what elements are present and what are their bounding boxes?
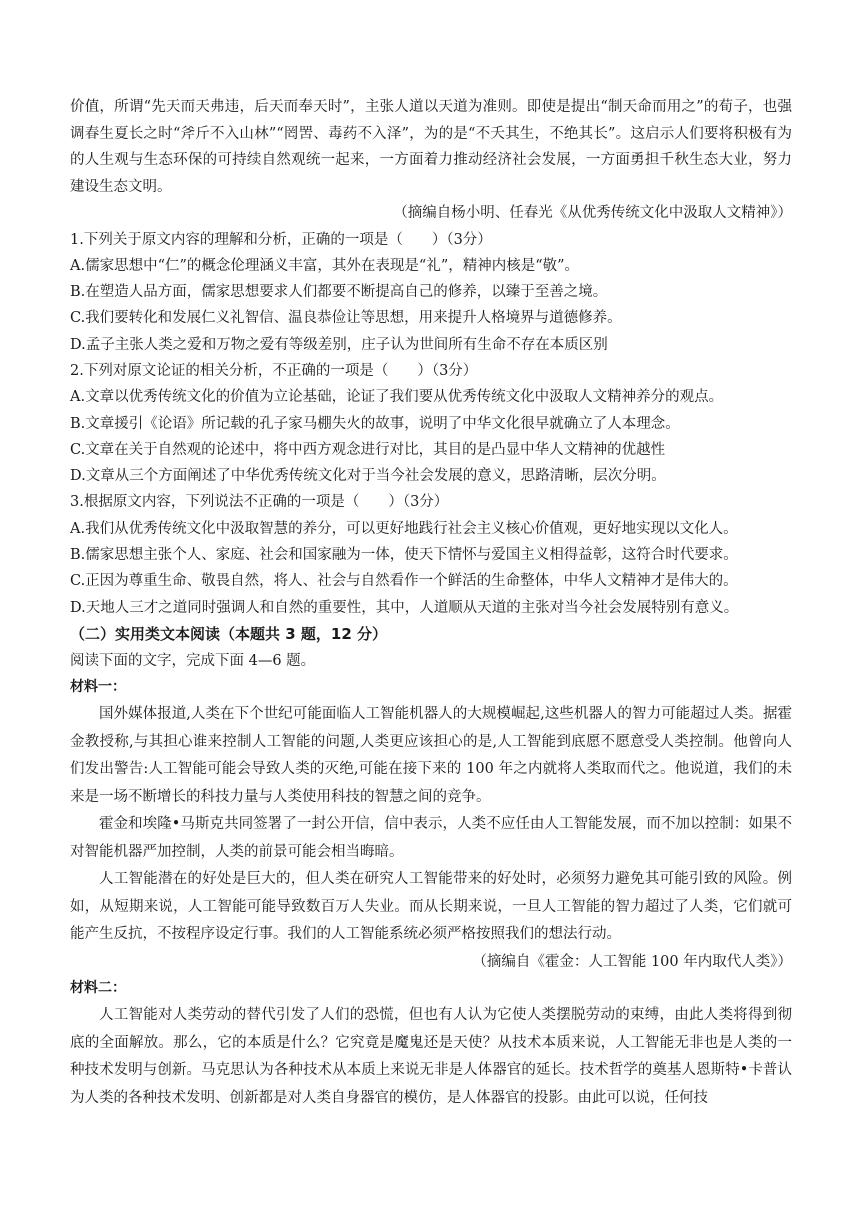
option-b: B.儒家思想主张个人、家庭、社会和国家融为一体，使天下情怀与爱国主义相得益彰，这符合时代要求。 [70,547,738,564]
material-1-paragraph: 人工智能潜在的好处是巨大的，但人类在研究人工智能带来的好处时，必须努力避免其可能引致的风险。例如，从短期来说，人工智能可能导致数百万人失业。而从长期来说，一旦人工智能的智力超过了人类，它们就可能产生反抗，不按程序设定行事。我们的人工智能系统必须严格按照我们的想法行动。 [70,871,792,943]
option-c: C.正因为尊重生命、敬畏自然，将人、社会与自然看作一个鲜活的生命整体，中华人文精神才是伟大的。 [70,573,738,590]
question-1 [70,227,792,358]
material-1-source: （摘编自《霍金：人工智能 100 年内取代人类》） [472,953,792,970]
option-d: D.天地人三才之道同时强调人和自然的重要性，其中，人道顺从天道的主张对当今社会发展特别有意义。 [70,599,739,616]
option-a: A.文章以优秀传统文化的价值为立论基础，论证了我们要从优秀传统文化中汲取人文精神养分的观点。 [70,389,724,406]
option-a: A.儒家思想中“仁”的概念伦理涵义丰富，其外在表现是“礼”，精神内核是“敬”。 [70,257,580,274]
section-instruction: 阅读下面的文字，完成下面 4—6 题。 [70,652,316,669]
material-1-paragraph: 霍金和埃隆•马斯克共同签署了一封公开信，信中表示，人类不应任由人工智能发展，而不加以控制：如果不对智能机器严加控制，人类的前景可能会相当晦暗。 [70,816,792,860]
option-d: D.孟子主张人类之爱和万物之爱有等级差别，庄子认为世间所有生命不存在本质区别 [70,336,608,353]
question-2 [70,358,792,489]
material-1-label: 材料一： [70,679,126,696]
question-3 [70,489,792,620]
question-stem: 2.下列对原文论证的相关分析，不正确的一项是（ ）（3分） [70,362,478,379]
material-1-paragraph: 国外媒体报道,人类在下个世纪可能面临人工智能机器人的大规模崛起,这些机器人的智力可能超过人类。据霍金教授称,与其担心谁来控制人工智能的问题,人类更应该担心的是,人工智能到底愿不愿意受人类控制。他曾向人们发出警告:人工智能可能会导致人类的灭绝,可能在接下来的 100 年之内就将人类取而代之。他说道，我们的未来是一场不断增长的科技力量与人类使用科技的智慧之间的竞争。 [70,706,792,805]
document-page [70,94,792,1112]
material-2-label: 材料二： [70,980,126,997]
option-d: D.文章从三个方面阐述了中华优秀传统文化对于当今社会发展的意义，思路清晰，层次分明。 [70,468,666,485]
passage-paragraph: 价值，所谓“先天而天弗违，后天而奉天时”，主张人道以天道为准则。即使是提出“制天命而用之”的荀子，也强调春生夏长之时“斧斤不入山林”“罔罟、毒药不入泽”，为的是“不夭其生，不绝其长”。这启示人们要将积极有为的人生观与生态环保的可持续自然观统一起来，一方面着力推动经济社会发展，一方面勇担千秋生态大业，努力建设生态文明。 [70,99,792,195]
passage-source: （摘编自杨小明、任春光《从优秀传统文化中汲取人文精神》） [393,205,792,221]
question-stem: 1.下列关于原文内容的理解和分析，正确的一项是（ ）（3分） [70,231,492,248]
section-title: （二）实用类文本阅读（本题共 3 题，12 分） [70,624,387,643]
option-c: C.我们要转化和发展仁义礼智信、温良恭俭让等思想，用来提升人格境界与道德修养。 [70,310,622,327]
option-b: B.文章援引《论语》所记载的孔子家马棚失火的故事，说明了中华文化很早就确立了人本理念。 [70,415,680,432]
material-2-paragraph: 人工智能对人类劳动的替代引发了人们的恐慌，但也有人认为它使人类摆脱劳动的束缚，由此人类将得到彻底的全面解放。那么，它的本质是什么？它究竟是魔鬼还是天使？从技术本质来说，人工智能无非也是人类的一种技术发明与创新。马克思认为各种技术从本质上来说无非是人体器官的延长。技术哲学的奠基人恩斯特•卡普认为人类的各种技术发明、创新都是对人类自身器官的模仿，是人体器官的投影。由此可以说，任何技 [70,1007,792,1106]
option-c: C.文章在关于自然观的论述中，将中西方观念进行对比，其目的是凸显中华人文精神的优越性 [70,441,666,458]
option-a: A.我们从优秀传统文化中汲取智慧的养分，可以更好地践行社会主义核心价值观，更好地实现以文化人。 [70,520,738,537]
option-b: B.在塑造人品方面，儒家思想要求人们都要不断提高自己的修养，以臻于至善之境。 [70,284,608,301]
question-stem: 3.根据原文内容，下列说法不正确的一项是（ ）（3分） [70,494,449,511]
